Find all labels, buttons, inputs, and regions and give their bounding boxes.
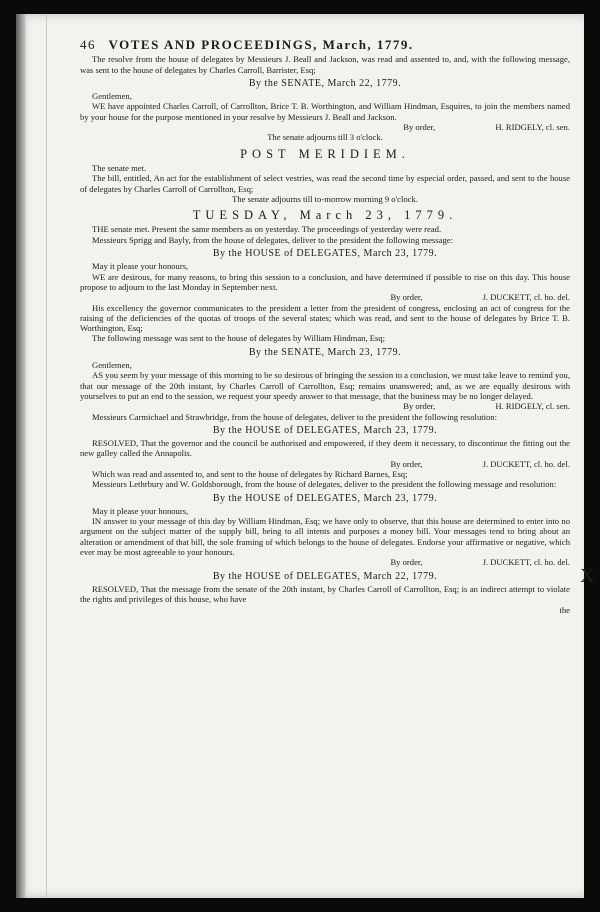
centered-line: The senate adjourns till 3 o'clock. xyxy=(267,132,383,143)
paragraph: RESOLVED, That the message from the senate of the 20th instant, by Charles Carroll of Carrollton, Esq; is an indirect attempt to violate the rights and privileges of this house, who have xyxy=(80,583,570,605)
paragraph: The senate met. xyxy=(92,162,147,173)
message-heading: By the SENATE, March 22, 1779. xyxy=(248,77,402,89)
page-text xyxy=(80,37,570,615)
document-page xyxy=(16,14,584,898)
paragraph: Messieurs Lethrbury and W. Goldsborough, from the house of delegates, deliver to the president the following message and resolution: xyxy=(92,479,557,490)
paragraph: Gentlemen, xyxy=(92,91,132,102)
clerk-name: H. RIDGELY, cl. sen. xyxy=(495,401,570,412)
by-order-label: By order, xyxy=(390,458,423,469)
by-order-label: By order, xyxy=(390,557,423,568)
signature-line xyxy=(80,459,570,469)
paragraph: AS you seem by your message of this morning to be so desirous of bringing the session to a conclusion, we must take leave to remind you, that our message of the 20th instant, by Charles Carroll of Carrollton, Esq; remains unanswered; and, as we are equally desirous with yourselves to put an end to the session, we request your speedy answer to that message, that the business may be no longer delayed. xyxy=(80,370,570,401)
running-header xyxy=(80,37,570,52)
by-order-label: By order, xyxy=(403,122,436,133)
paragraph: The bill, entitled, An act for the establishment of select vestries, was read the second time by especial order, passed, and sent to the house of delegates by Charles Carroll of Carrollton, Esq; xyxy=(80,173,570,194)
margin-x-mark: X xyxy=(580,565,595,587)
message-heading: By the HOUSE of DELEGATES, March 23, 1779. xyxy=(212,248,438,260)
book-spine-shadow xyxy=(16,14,26,898)
signature-line xyxy=(80,401,570,411)
paragraph: May it please your honours, xyxy=(92,261,189,272)
by-order-label: By order, xyxy=(390,292,423,303)
running-title: VOTES AND PROCEEDINGS, March, 1779. xyxy=(108,37,414,52)
paragraph: THE senate met. Present the same members as on yesterday. The proceedings of yesterday were read. xyxy=(92,224,442,235)
paragraph: IN answer to your message of this day by William Hindman, Esq; we have only to observe, that this house are determined to enter into no argument on the subject matter of the supply bill, being to all intents and purposes a money bill. Your messages tend to bring about an alteration or amendment of that bill, the sole framing of which belongs to the house of delegates. Endorse your affirmative or negative, which ever may be most agreeable to your honours. xyxy=(80,516,570,558)
paragraph: WE have appointed Charles Carroll, of Carrollton, Brice T. B. Worthington, and William Hindman, Esquires, to join the members named by your house for the purpose mentioned in your resolve by Messieurs J. Beall and Jackson. xyxy=(80,101,570,122)
paragraph: Which was read and assented to, and sent to the house of delegates by Richard Barnes, Esq; xyxy=(92,468,408,479)
section-heading: TUESDAY, March 23, 1779. xyxy=(192,208,458,223)
clerk-name: J. DUCKETT, cl. ho. del. xyxy=(482,557,570,568)
catchword: the xyxy=(559,604,570,615)
page-number: 46 xyxy=(80,37,96,52)
signature-line xyxy=(80,122,570,132)
by-order-label: By order, xyxy=(403,401,436,412)
message-heading: By the HOUSE of DELEGATES, March 23, 1779. xyxy=(212,424,438,436)
paragraph: Messieurs Carmichael and Strawbridge, from the house of delegates, deliver to the president the following resolution: xyxy=(92,411,497,422)
section-heading: POST MERIDIEM. xyxy=(240,146,410,161)
paragraph: WE are desirous, for many reasons, to bring this session to a conclusion, and have determined if possible to rise on this day. This house propose to adjourn to the last Monday in September next. xyxy=(80,271,570,292)
clerk-name: J. DUCKETT, cl. ho. del. xyxy=(482,292,570,303)
paragraph: May it please your honours, xyxy=(92,505,189,516)
page-gutter-line xyxy=(46,14,47,898)
message-heading: By the HOUSE of DELEGATES, March 22, 1779. xyxy=(212,570,438,582)
paragraph: Messieurs Sprigg and Bayly, from the house of delegates, deliver to the president the following message: xyxy=(92,234,454,245)
signature-line xyxy=(80,292,570,302)
clerk-name: J. DUCKETT, cl. ho. del. xyxy=(482,458,570,469)
paragraph: The resolve from the house of delegates by Messieurs J. Beall and Jackson, was read and assented to, and, with the following message, was sent to the house of delegates by Charles Carroll, Barrister, Esq; xyxy=(80,54,570,75)
centered-line: The senate adjourns till to-morrow morning 9 o'clock. xyxy=(232,193,418,204)
page-body xyxy=(80,54,570,615)
paragraph: Gentlemen, xyxy=(92,360,132,371)
paragraph: His excellency the governor communicates to the president a letter from the president of congress, enclosing an act of congress for the raising of the deficiencies of the quotas of troops of the several states; which was read, and sent to the house of delegates by Brice T. B. Worthington, Esq; xyxy=(80,302,570,334)
paragraph: The following message was sent to the house of delegates by William Hindman, Esq; xyxy=(92,333,386,344)
message-heading: By the HOUSE of DELEGATES, March 23, 1779. xyxy=(212,492,438,504)
clerk-name: H. RIDGELY, cl. sen. xyxy=(495,122,570,133)
signature-line xyxy=(80,557,570,567)
message-heading: By the SENATE, March 23, 1779. xyxy=(248,346,402,358)
paragraph: RESOLVED, That the governor and the council be authorised and empowered, if they deem it necessary, to discontinue the fitting out the new galley called the Annapolis. xyxy=(80,438,570,459)
